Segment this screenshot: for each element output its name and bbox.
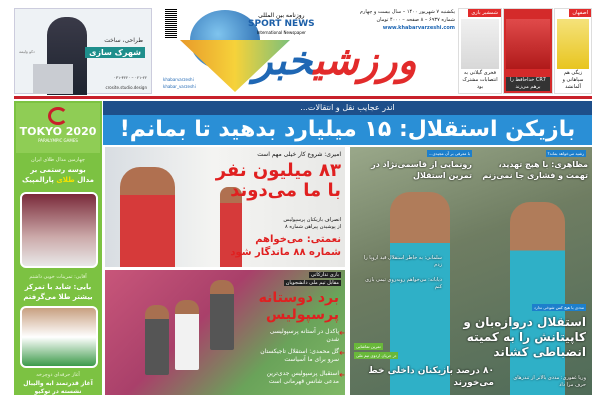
headline-line: با ما می‌دوند	[230, 180, 341, 201]
paralympic-logo-icon	[48, 107, 68, 125]
story-kicker: امیری: شروع کار خیلی مهم است	[257, 151, 341, 158]
story-kicker-2: با معرفی بر آن مجیدی...	[428, 151, 470, 156]
tokyo-paralympics-box	[16, 103, 100, 153]
ad-phone: ۰۳۱-۳۲۲۰ – ۰۲۱-۲۲	[113, 75, 147, 80]
divider	[14, 96, 592, 99]
main-headline[interactable]: بازیکن استقلال: ۱۵ میلیارد بدهید تا بمانم!	[103, 115, 592, 145]
story-headline	[259, 290, 339, 324]
story-kicker-3: مددی با هیچ کس شوخی ندارد	[533, 305, 584, 310]
athlete-photo	[20, 192, 98, 268]
story-kicker-2: مقابل تیم ملی دانشجویان	[285, 280, 339, 286]
player-photo	[210, 280, 234, 350]
headline-line: پرسپولیس	[266, 307, 339, 323]
left-story-3[interactable]	[16, 370, 100, 396]
social-instagram[interactable]: khabarvarzeshi	[163, 77, 194, 82]
ad-line1: طراحی، ساخت	[104, 37, 143, 44]
bullet-item: گل محمدی: استقلال تاجیکستان سرو برای ما آسیاست ➜	[259, 348, 339, 364]
story-kicker: چهارمین مدال طلای ایران	[31, 157, 85, 163]
thumb-story-cr7[interactable]	[503, 8, 553, 94]
story-headline: بایی: شاید با تمرکز بیشتر طلا می‌گرفتم	[23, 283, 93, 301]
tokyo-title: TOKYO 2020	[19, 125, 97, 138]
player-photo	[145, 305, 169, 375]
green-kicker: تمرین تماشایی	[356, 344, 381, 349]
thumb-story-isfahan[interactable]	[554, 8, 592, 94]
story-headline: آغاز قدرتمند ابه والیبال نشسته در توکیو	[23, 380, 93, 395]
thumb-caption: فخری گیلانی به انتصابات مشترک بود	[462, 70, 498, 90]
sub-line: از پوشیدن پیراهن شماره ۸	[285, 224, 341, 230]
left-story-1[interactable]	[16, 155, 100, 185]
story-headline-2: رونمایی از قاسمی‌نژاد در تمرین استقلال	[371, 160, 472, 180]
story-kicker: رشید می‌خواهد بماند؟	[547, 151, 584, 156]
headline-part: مدال	[77, 176, 94, 184]
story-sub	[283, 217, 341, 231]
title-blue: خبر	[253, 38, 314, 84]
newspaper-title	[210, 38, 460, 84]
title-red: ورزشی	[313, 38, 417, 84]
sport-news-sub: International Newspaper	[256, 30, 306, 35]
thumb-tag: اصفهان	[569, 9, 591, 17]
story-headline: بوسه رستمی بر	[30, 166, 86, 174]
social-links	[163, 76, 196, 90]
bottom-headline: ۸۰ درصد بازیکنان داخلی خط می‌خورند	[368, 366, 494, 388]
ad-line2: شهرک سازی	[85, 47, 145, 58]
main-kicker: اندر عجایب نقل و انتقالات...	[103, 101, 592, 115]
thumb-photo	[461, 19, 499, 69]
story-kicker: بازی تدارکاتی	[310, 272, 339, 278]
story-kicker: آغاز حرفه‌ای دوچرخه	[36, 372, 80, 378]
green-kicker-2: در جریان اردوی تیم ملی	[356, 353, 397, 358]
player-photo	[510, 202, 565, 395]
bullet-item: پاکدل در آستانه پرسپولیسی شدن ➜	[259, 328, 339, 344]
headline-line: نعمتی: می‌خواهم	[255, 234, 341, 245]
thumb-photo	[506, 19, 550, 69]
issue-date: یکشنبه ۷ شهریور ۱۴۰۰ – سال بیست و چهارم	[359, 9, 455, 15]
story-headline: مظاهری: با هیچ تهدید، تهمت و فشاری جا نمی‌زنم	[482, 160, 588, 180]
player-photo	[175, 300, 199, 370]
website-url[interactable]: www.khabarvarzeshi.com	[382, 25, 455, 31]
esteghlal-story[interactable]	[350, 147, 592, 395]
headline-gold-word: طلای	[56, 176, 75, 184]
thumb-caption: زیگی هم سپاهانی و آلمانشد	[562, 70, 584, 90]
ad-brand: دکو ولیمه	[19, 49, 35, 54]
headline-line: برد دوستانه	[258, 290, 339, 306]
sport-news-label: روزنامه بین المللی	[258, 12, 305, 19]
story-kicker: آقایی: تمرینات خوبی داشتم	[29, 274, 87, 280]
sport-news-title: SPORT NEWS	[248, 19, 315, 29]
left-story-2[interactable]	[16, 272, 100, 302]
advertisement[interactable]	[14, 8, 152, 94]
big-headline: استقلال دروازه‌بان و کاپیتانش را به کمیته انضباطی کشاند	[463, 315, 586, 359]
thumb-story-fencing[interactable]	[458, 8, 502, 94]
bullet-item: استقبال پرسپولیس جدی‌ترین مدعی شانس قهرمانی است ➜	[259, 370, 339, 386]
barcode	[165, 8, 177, 38]
tokyo-subtitle: PARALYMPIC GAMES	[38, 138, 78, 143]
bullet-item: سلمانی: به خاطر استقلال قید اروپا را زدم	[363, 255, 442, 268]
bullet-item: دیاباته: می‌خواهم روبه‌روی تیمی بازی کنم	[365, 277, 442, 290]
headline-line: شماره ۸۸ ماندگار شود	[230, 247, 341, 258]
thumb-photo	[557, 19, 589, 69]
thumb-tag: شمشیر بازی	[468, 9, 501, 17]
thumb-caption: CR7 خداحافظ را برهم می‌زند	[506, 77, 550, 91]
perspolis-story[interactable]	[105, 270, 345, 395]
headline-line: ۸۳ میلیون نفر	[215, 160, 341, 181]
bullet-item: وریا غفوری: مددی بالاتر از تندرهای حرف مرا داد	[513, 375, 586, 388]
athlete-photo-2	[20, 306, 98, 368]
story-headline	[216, 161, 341, 201]
laptop-icon	[33, 64, 73, 94]
ad-site: crosite.studio.design	[105, 85, 147, 90]
story-headline-2	[16, 175, 100, 185]
player-photo	[120, 167, 175, 267]
headline-part: پارالمپیک	[22, 176, 54, 184]
sport-news-logo	[248, 12, 315, 36]
issue-meta	[325, 8, 455, 32]
gym-story[interactable]	[105, 147, 345, 267]
social-telegram[interactable]: khabar_varzeshi	[163, 84, 196, 89]
story-headline-2	[230, 233, 341, 259]
sub-line: انصراف بازیکنان پرسپولیس	[283, 217, 341, 223]
issue-number: شماره ۶۹۳۷ – ۸ صفحه – ۴۰۰۰ تومان	[376, 17, 455, 23]
